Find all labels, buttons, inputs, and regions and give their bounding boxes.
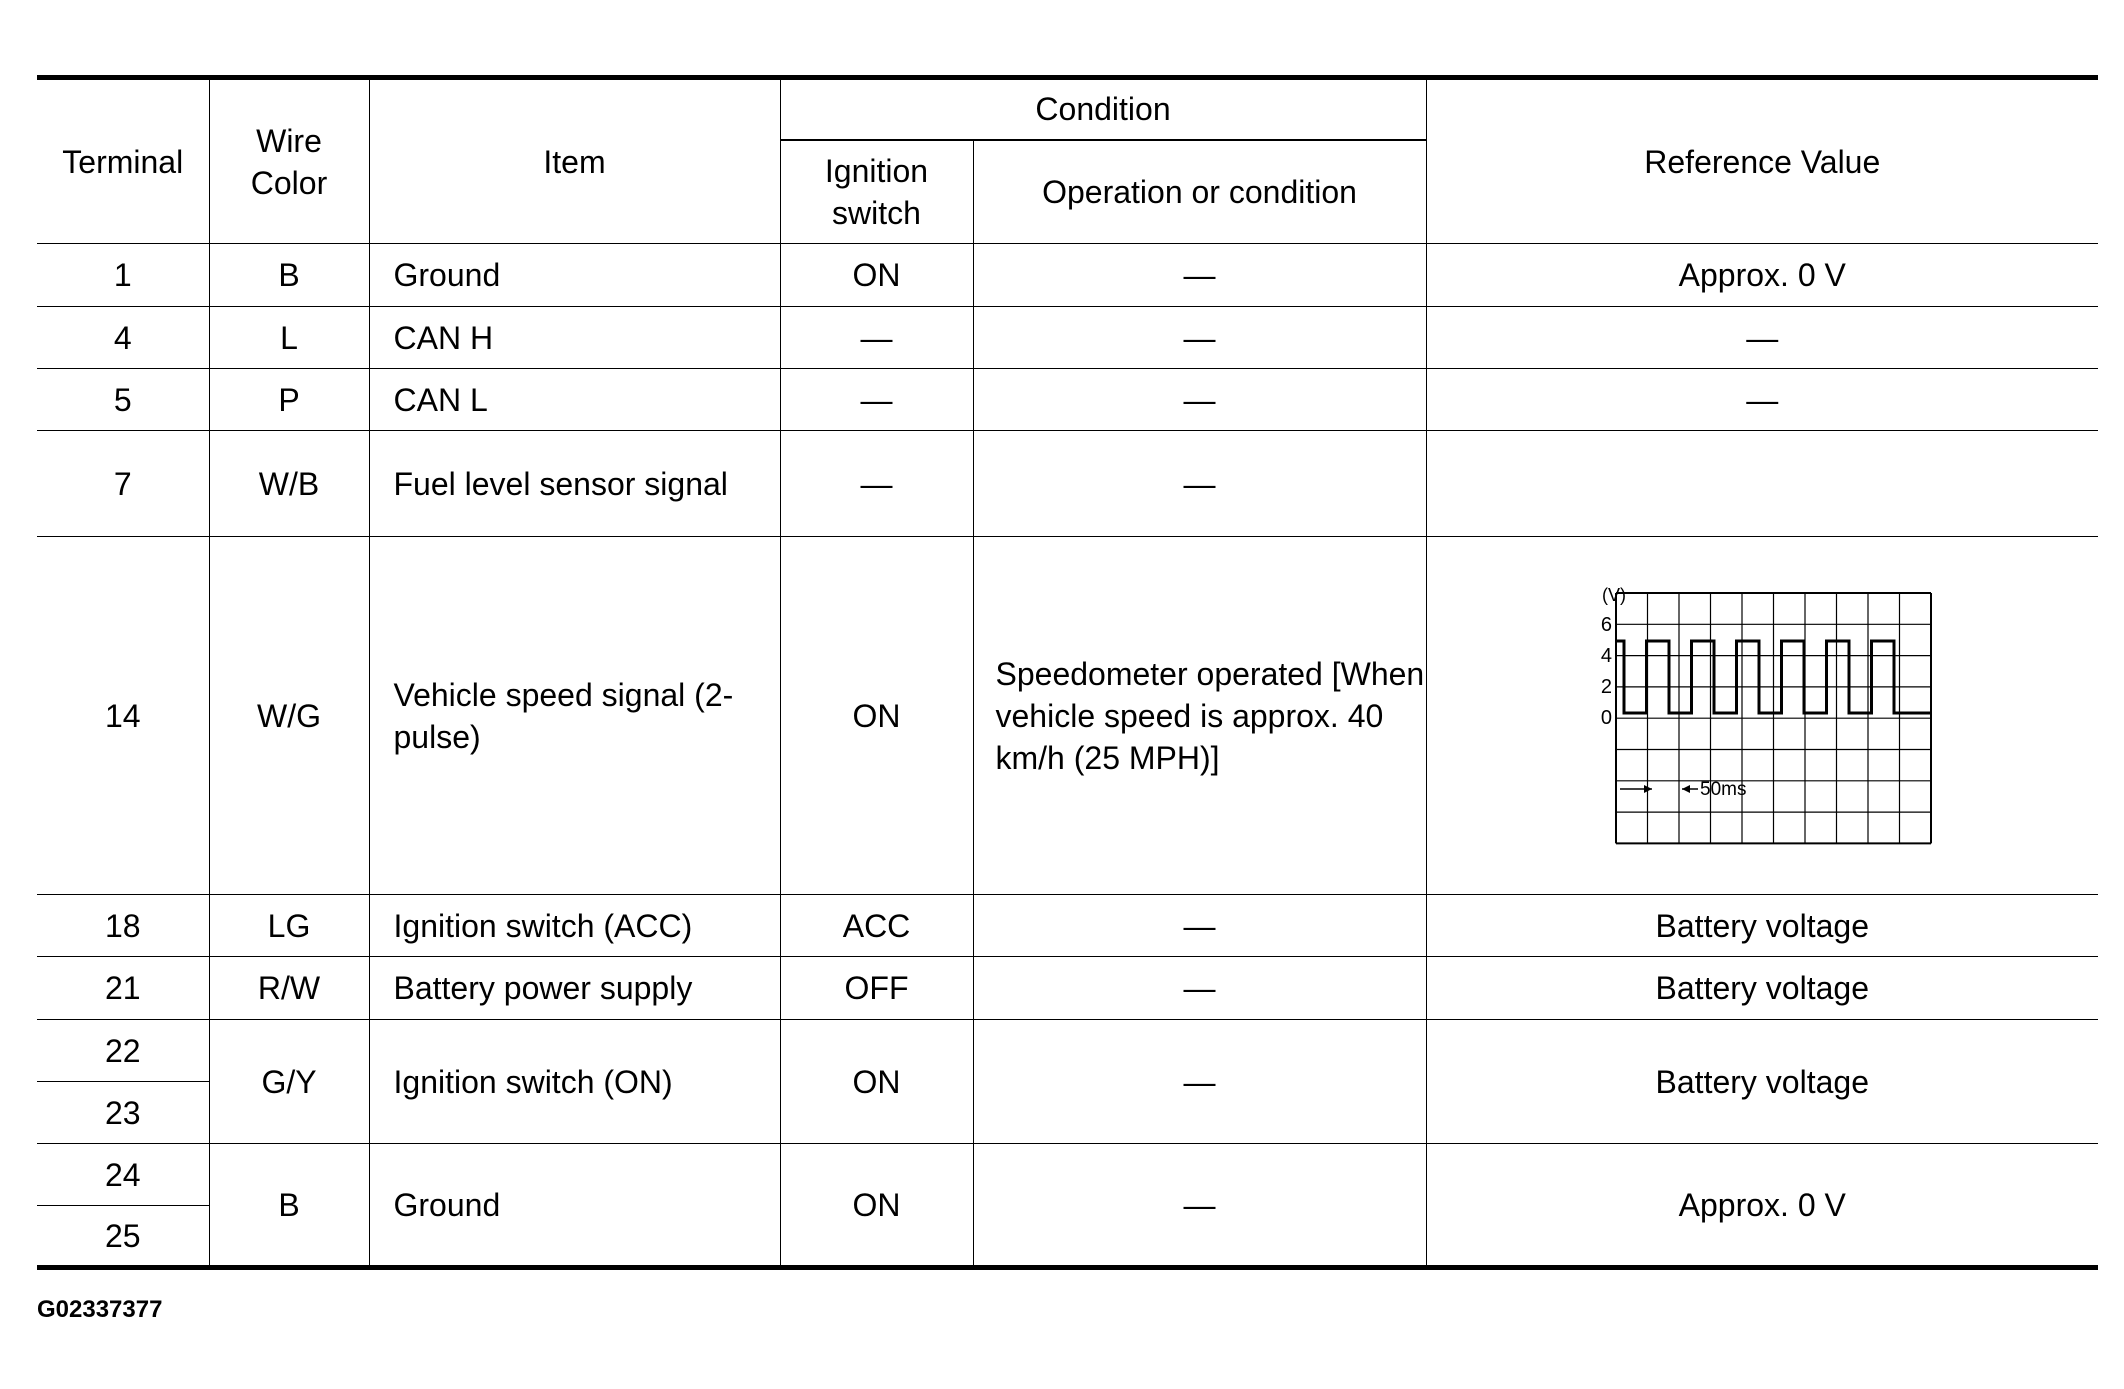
terminal-reference-table-container (37, 75, 2098, 1270)
terminal-cell: 7 (37, 431, 209, 537)
table-row (37, 1144, 2098, 1206)
figure-code: G02337377 (37, 1296, 163, 1323)
terminal-cell: 24 (37, 1144, 209, 1206)
item-cell: CAN H (369, 307, 780, 369)
terminal-cell: 14 (37, 537, 209, 895)
ignition-cell: ON (780, 537, 973, 895)
pulse-waveform-graph (1582, 581, 1942, 851)
ignition-cell: — (780, 431, 973, 537)
reference-cell: — (1426, 369, 2098, 431)
wire-color-cell: B (209, 1144, 369, 1268)
item-cell: Ground (369, 244, 780, 307)
table-row (37, 957, 2098, 1020)
reference-cell: Approx. 0 V (1426, 244, 2098, 307)
wire-color-cell: B (209, 244, 369, 307)
terminal-cell: 4 (37, 307, 209, 369)
wire-color-cell: R/W (209, 957, 369, 1020)
wire-color-cell: L (209, 307, 369, 369)
reference-cell: Approx. 0 V (1426, 1144, 2098, 1268)
waveform-y-tick: 0 (1601, 706, 1613, 729)
time-scale-marker (1620, 779, 1746, 800)
waveform-y-tick: 2 (1601, 675, 1613, 698)
header-ignition-switch (780, 140, 973, 244)
item-cell: Battery power supply (369, 957, 780, 1020)
terminal-cell: 23 (37, 1082, 209, 1144)
item-cell-text: Vehicle speed signal (2-pulse) (393, 676, 734, 755)
reference-cell: — (1426, 307, 2098, 369)
table-row (37, 244, 2098, 307)
table-row (37, 307, 2098, 369)
item-cell: Ground (369, 1144, 780, 1268)
table-row (37, 431, 2098, 537)
operation-cell: — (973, 307, 1426, 369)
wire-color-cell: W/G (209, 537, 369, 895)
terminal-reference-table (37, 75, 2098, 1270)
ignition-cell: OFF (780, 957, 973, 1020)
ignition-cell: ON (780, 1020, 973, 1144)
table-row (37, 537, 2098, 895)
table-row (37, 369, 2098, 431)
reference-waveform-cell (1426, 537, 2098, 895)
ignition-cell: ON (780, 1144, 973, 1268)
ignition-cell: — (780, 307, 973, 369)
item-cell: Ignition switch (ON) (369, 1020, 780, 1144)
operation-cell: — (973, 957, 1426, 1020)
terminal-cell: 5 (37, 369, 209, 431)
reference-cell: Battery voltage (1426, 957, 2098, 1020)
waveform-y-unit: (V) (1602, 584, 1627, 605)
waveform-grid (1616, 593, 1931, 843)
header-wire-color-text: Wire Color (250, 122, 328, 201)
wire-color-cell: LG (209, 895, 369, 957)
reference-cell (1426, 431, 2098, 537)
header-item: Item (369, 78, 780, 244)
operation-cell: — (973, 1144, 1426, 1268)
header-terminal: Terminal (37, 78, 209, 244)
reference-cell: Battery voltage (1426, 1020, 2098, 1144)
ignition-cell: ACC (780, 895, 973, 957)
operation-cell: — (973, 431, 1426, 537)
terminal-cell: 22 (37, 1020, 209, 1082)
header-ignition-switch-text: Ignition switch (824, 152, 929, 231)
operation-cell: — (973, 1020, 1426, 1144)
wire-color-cell: G/Y (209, 1020, 369, 1144)
header-operation-condition: Operation or condition (973, 140, 1426, 244)
header-reference-value: Reference Value (1426, 78, 2098, 244)
operation-cell: — (973, 895, 1426, 957)
waveform-y-tick: 4 (1601, 644, 1613, 667)
wire-color-cell: W/B (209, 431, 369, 537)
item-cell: Fuel level sensor signal (369, 431, 780, 537)
operation-cell (973, 537, 1426, 895)
item-cell: CAN L (369, 369, 780, 431)
table-row (37, 895, 2098, 957)
item-cell: Ignition switch (ACC) (369, 895, 780, 957)
waveform-y-tick: 6 (1601, 613, 1613, 636)
terminal-cell: 21 (37, 957, 209, 1020)
reference-cell: Battery voltage (1426, 895, 2098, 957)
ignition-cell: ON (780, 244, 973, 307)
operation-cell-text: Speedometer operated [When vehicle speed is approx. 40 km/h (25 MPH)] (995, 655, 1425, 776)
table-row (37, 1020, 2098, 1082)
header-wire-color (209, 78, 369, 244)
wire-color-cell: P (209, 369, 369, 431)
terminal-cell: 25 (37, 1206, 209, 1268)
terminal-cell: 1 (37, 244, 209, 307)
item-cell (369, 537, 780, 895)
terminal-cell: 18 (37, 895, 209, 957)
time-scale-label: 50ms (1700, 778, 1747, 800)
operation-cell: — (973, 369, 1426, 431)
operation-cell: — (973, 244, 1426, 307)
ignition-cell: — (780, 369, 973, 431)
header-condition: Condition (780, 78, 1426, 140)
